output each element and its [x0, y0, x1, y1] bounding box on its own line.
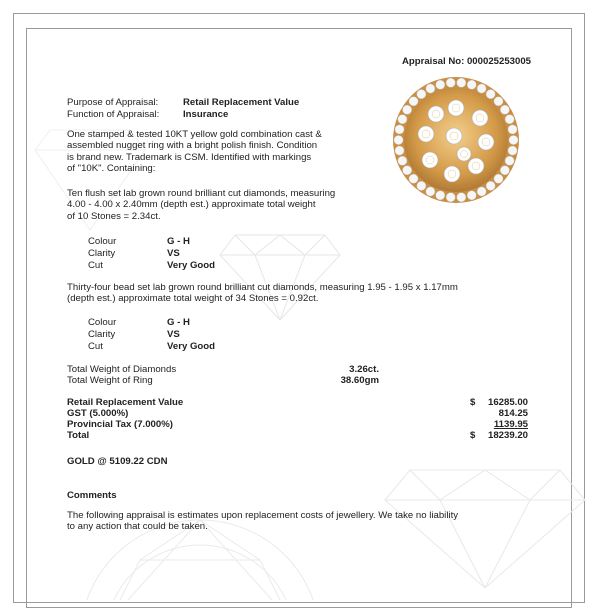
- total-diamond-weight-label: Total Weight of Diamonds: [67, 364, 177, 375]
- ring-description: [67, 129, 322, 175]
- retail-value-currency: $: [470, 397, 476, 408]
- gst-amount: 814.25: [498, 408, 528, 419]
- comments-line: The following appraisal is estimates upon replacement costs of jewellery. We take no liability: [67, 510, 459, 521]
- description-line: One stamped & tested 10KT yellow gold combination cast &: [67, 129, 322, 140]
- halo-stone: [500, 166, 509, 175]
- total-diamond-weight-value: 3.26ct.: [349, 364, 379, 375]
- stones2-colour-value: G - H: [167, 317, 190, 328]
- halo-stone: [467, 80, 476, 89]
- halo-stone: [494, 174, 503, 183]
- halo-stone: [436, 80, 445, 89]
- stones2-colour-label: Colour: [88, 317, 117, 328]
- halo-stone: [494, 97, 503, 106]
- comments-heading: Comments: [67, 490, 117, 501]
- halo-stone: [394, 135, 403, 144]
- comments-text: [67, 510, 458, 533]
- purpose-value: Retail Replacement Value: [183, 97, 300, 108]
- halo-stone: [505, 115, 514, 124]
- purpose-label: Purpose of Appraisal:: [67, 97, 159, 108]
- description-line: is brand new. Trademark is CSM. Identified with markings: [67, 151, 312, 163]
- gst-label: GST (5.000%): [67, 408, 129, 419]
- provincial-tax-label: Provincial Tax (7.000%): [67, 419, 173, 430]
- stones1-clarity-label: Clarity: [88, 248, 116, 259]
- stones2-cut-value: Very Good: [167, 341, 215, 352]
- halo-stone: [446, 78, 455, 87]
- halo-stone: [417, 90, 426, 99]
- halo-stone: [446, 193, 455, 202]
- ring-photo: [392, 76, 520, 204]
- stones1-cut-value: Very Good: [167, 260, 215, 271]
- halo-stone: [467, 191, 476, 200]
- halo-stone: [457, 193, 466, 202]
- comments-line: to any action that could be taken.: [67, 521, 208, 533]
- provincial-tax-amount: 1139.95: [493, 419, 528, 430]
- halo-stone: [436, 191, 445, 200]
- halo-stone: [486, 90, 495, 99]
- total-currency: $: [470, 430, 476, 441]
- halo-stone: [398, 156, 407, 165]
- halo-stone: [486, 181, 495, 190]
- halo-stone: [398, 115, 407, 124]
- stones2-description: [67, 282, 458, 305]
- stones1-colour-label: Colour: [88, 236, 117, 247]
- stones2-cut-label: Cut: [88, 341, 103, 352]
- stones2-clarity-value: VS: [167, 329, 180, 340]
- stones1-clarity-value: VS: [167, 248, 180, 259]
- stones1-cut-label: Cut: [88, 260, 103, 271]
- stones1-line: 4.00 - 4.00 x 2.40mm (depth est.) approximate total weight: [67, 199, 316, 211]
- appraisal-number: Appraisal No: 000025253005: [401, 56, 531, 67]
- gold-price: GOLD @ 5109.22 CDN: [67, 456, 168, 467]
- halo-stone: [477, 84, 486, 93]
- stones2-line: Thirty-four bead set lab grown round brilliant cut diamonds, measuring 1.95 - 1.95 x 1.17mm: [67, 282, 458, 293]
- halo-stone: [395, 125, 404, 134]
- stones1-description: [67, 188, 335, 222]
- halo-stone: [426, 187, 435, 196]
- stones1-line: of 10 Stones = 2.34ct.: [67, 210, 161, 222]
- function-label: Function of Appraisal:: [67, 109, 160, 120]
- halo-stone: [508, 125, 517, 134]
- stones1-colour-value: G - H: [167, 236, 190, 247]
- description-line: of "10K". Containing:: [67, 163, 156, 175]
- total-amount: 18239.20: [487, 430, 528, 441]
- stones2-clarity-label: Clarity: [88, 329, 116, 340]
- retail-value-label: Retail Replacement Value: [67, 397, 184, 408]
- halo-stone: [426, 84, 435, 93]
- halo-stone: [403, 105, 412, 114]
- halo-stone: [403, 166, 412, 175]
- halo-stone: [500, 105, 509, 114]
- halo-stone: [395, 146, 404, 155]
- halo-stone: [508, 146, 517, 155]
- description-line: assembled nugget ring with a bright polish finish. Condition: [67, 140, 318, 152]
- total-ring-weight-label: Total Weight of Ring: [67, 375, 153, 386]
- halo-stone: [477, 187, 486, 196]
- halo-stone: [509, 135, 518, 144]
- function-value: Insurance: [183, 109, 229, 120]
- halo-stone: [457, 78, 466, 87]
- total-ring-weight-value: 38.60gm: [340, 375, 379, 386]
- halo-stone: [417, 181, 426, 190]
- stones2-line: (depth est.) approximate total weight of 34 Stones = 0.92ct.: [67, 293, 319, 305]
- stones1-line: Ten flush set lab grown round brilliant cut diamonds, measuring: [67, 188, 336, 199]
- halo-stone: [409, 97, 418, 106]
- total-label: Total: [67, 430, 90, 441]
- halo-stone: [505, 156, 514, 165]
- halo-stone: [409, 174, 418, 183]
- retail-value-amount: 16285.00: [487, 397, 528, 408]
